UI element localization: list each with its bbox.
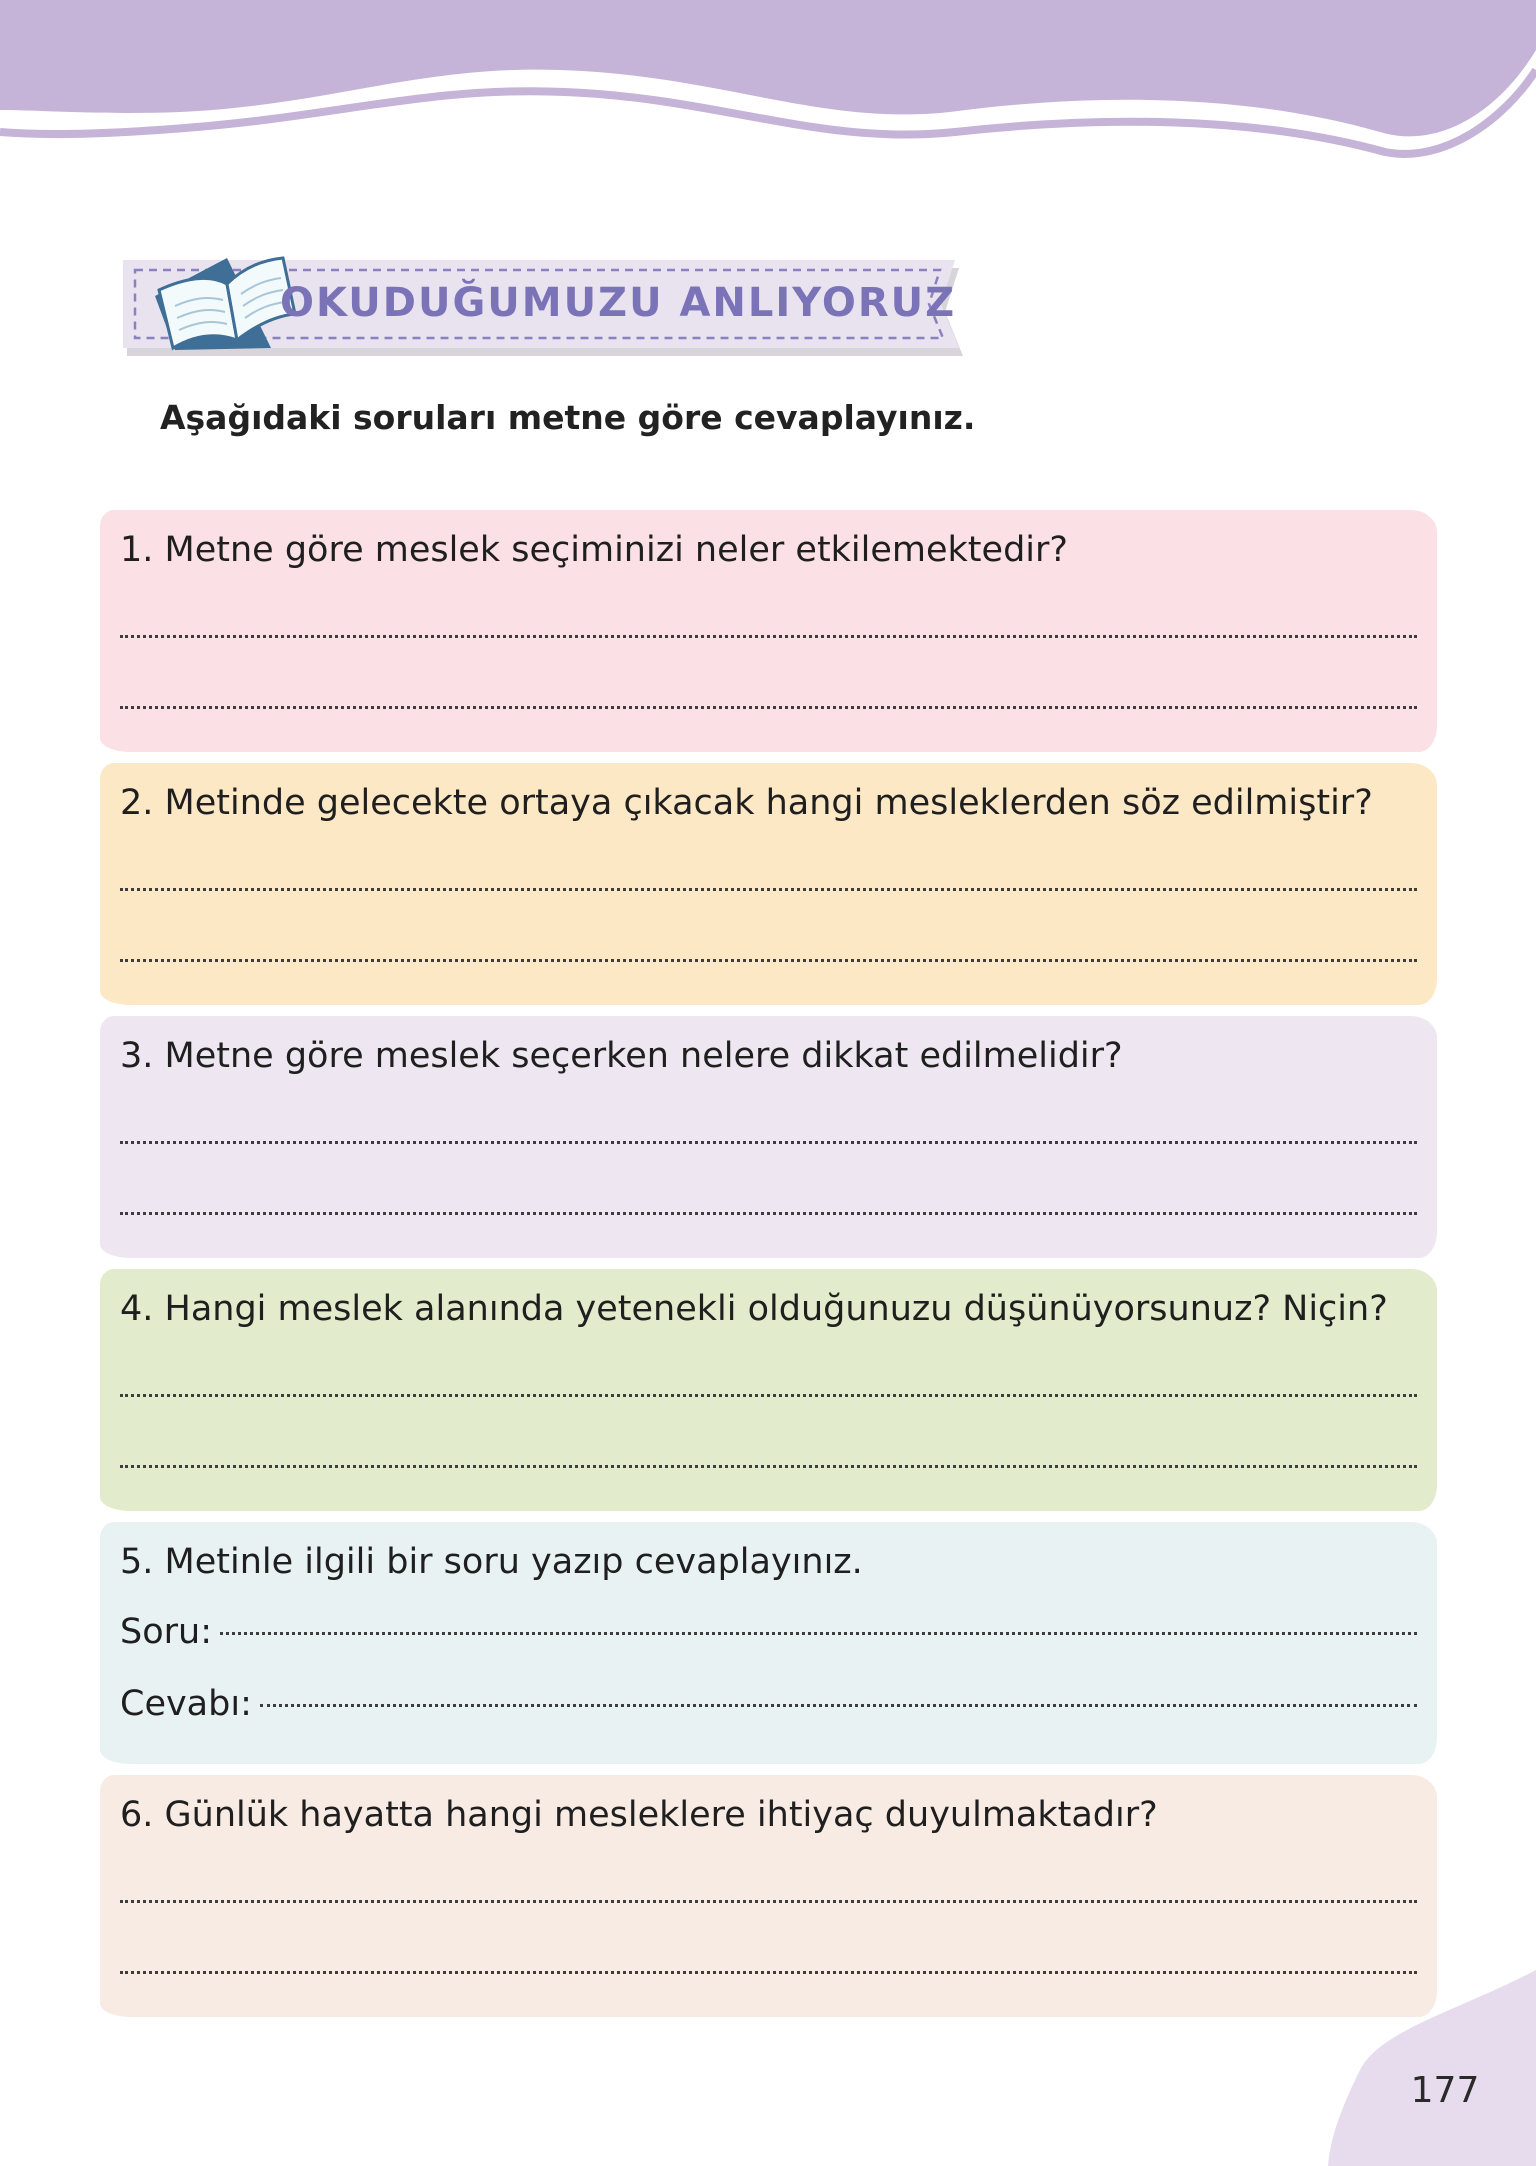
answer-line[interactable] bbox=[120, 1141, 1417, 1144]
question-1-text: 1. Metne göre meslek seçiminizi neler etkilemektedir? bbox=[120, 530, 1068, 570]
answer-line[interactable] bbox=[120, 959, 1417, 962]
answer-line[interactable] bbox=[120, 1465, 1417, 1468]
question-2-box bbox=[100, 763, 1437, 1005]
question-1-box bbox=[100, 510, 1437, 752]
question-4-text: 4. Hangi meslek alanında yetenekli olduğunuzu düşünüyorsunuz? Niçin? bbox=[120, 1289, 1388, 1329]
question-4-box bbox=[100, 1269, 1437, 1511]
section-banner bbox=[115, 238, 975, 368]
soru-label: Soru: bbox=[120, 1612, 212, 1652]
instruction-text: Aşağıdaki soruları metne göre cevaplayınız. bbox=[160, 398, 976, 437]
question-6-text: 6. Günlük hayatta hangi mesleklere ihtiyaç duyulmaktadır? bbox=[120, 1795, 1158, 1835]
answer-line[interactable] bbox=[120, 888, 1417, 891]
answer-line[interactable] bbox=[120, 1394, 1417, 1397]
section-title: OKUDUĞUMUZU ANLIYORUZ bbox=[280, 280, 957, 326]
answer-line-labeled[interactable] bbox=[120, 1684, 1417, 1724]
question-5-text: 5. Metinle ilgili bir soru yazıp cevaplayınız. bbox=[120, 1542, 863, 1582]
answer-line[interactable] bbox=[120, 1212, 1417, 1215]
cevap-answer-line[interactable] bbox=[260, 1704, 1417, 1707]
answer-line[interactable] bbox=[120, 1900, 1417, 1903]
question-3-text: 3. Metne göre meslek seçerken nelere dikkat edilmelidir? bbox=[120, 1036, 1123, 1076]
answer-line[interactable] bbox=[120, 635, 1417, 638]
answer-line[interactable] bbox=[120, 706, 1417, 709]
answer-line[interactable] bbox=[120, 1971, 1417, 1974]
question-6-box bbox=[100, 1775, 1437, 2017]
question-5-box bbox=[100, 1522, 1437, 1764]
question-3-box bbox=[100, 1016, 1437, 1258]
soru-answer-line[interactable] bbox=[220, 1632, 1417, 1635]
question-2-text: 2. Metinde gelecekte ortaya çıkacak hangi mesleklerden söz edilmiştir? bbox=[120, 783, 1373, 823]
page-number: 177 bbox=[1410, 2070, 1480, 2111]
question-line[interactable] bbox=[120, 1612, 1417, 1652]
top-wave-decoration bbox=[0, 0, 1536, 160]
cevap-label: Cevabı: bbox=[120, 1684, 252, 1724]
